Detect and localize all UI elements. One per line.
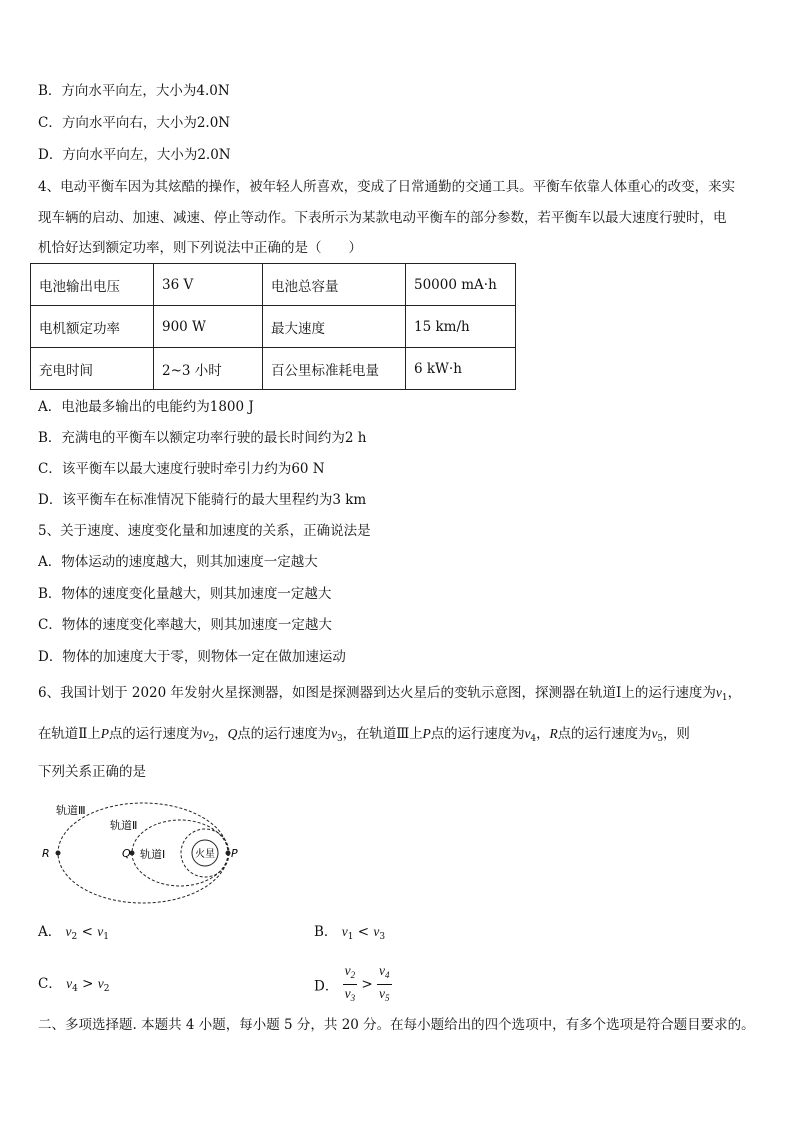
- q6-text: 点的运行速度为: [237, 726, 332, 742]
- point-r-label: R: [42, 847, 50, 860]
- q6-text: 点的运行速度为: [557, 726, 652, 742]
- table-row: [31, 348, 516, 390]
- point-q-label: Q: [122, 847, 131, 860]
- q6-text: 点的运行速度为: [430, 726, 525, 742]
- table-cell: 电池输出电压: [31, 264, 154, 306]
- var-R: R: [549, 726, 558, 741]
- table-cell: 6 kW·h: [406, 348, 516, 390]
- q3-option-b: B．方向水平向左，大小为4.0N: [38, 83, 230, 99]
- table-cell: 最大速度: [263, 306, 406, 348]
- var-P: P: [422, 726, 431, 741]
- orbit-1-label: 轨道Ⅰ: [140, 848, 166, 861]
- q5-option-b: B．物体的速度变化量越大，则其加速度一定越大: [38, 586, 332, 602]
- table-cell: 充电时间: [31, 348, 154, 390]
- q6-text: ，则: [662, 726, 690, 742]
- q5-option-d: D．物体的加速度大于零，则物体一定在做加速运动: [38, 649, 346, 665]
- var-P: P: [100, 726, 109, 741]
- table-row: [31, 264, 516, 306]
- var-v: v: [97, 924, 104, 939]
- q5-option-a: A．物体运动的速度越大，则其加速度一定越大: [38, 554, 318, 570]
- var-v: v: [341, 924, 348, 939]
- q4-stem-line3: 机恰好达到额定功率，则下列说法中正确的是（ ）: [38, 240, 362, 256]
- option-label: C．: [38, 976, 62, 992]
- fraction-v4-v5: $\frac{v_4}{v_5}$: [379, 963, 390, 1003]
- var-v: v: [344, 986, 351, 1001]
- q4-option-c: C．该平衡车以最大速度行驶时牵引力约为60 N: [38, 461, 325, 477]
- point-p-dot: [226, 851, 231, 856]
- var-v: v: [524, 726, 531, 741]
- table-cell: 电机额定功率: [31, 306, 154, 348]
- var-v: v: [651, 726, 658, 741]
- q4-option-b: B．充满电的平衡车以额定功率行驶的最长时间约为2 h: [38, 430, 367, 446]
- point-p-label: P: [231, 847, 238, 860]
- q6-option-d: D． $\frac{v_2}{v_3}$ > $\frac{v_4}{v_5}$: [314, 962, 392, 1007]
- orbit-diagram: [38, 795, 248, 910]
- var-v: v: [66, 976, 73, 991]
- var-v: v: [379, 963, 386, 978]
- q6-option-c: C． $v_4 > v_2$: [38, 976, 110, 994]
- var-v: v: [202, 726, 209, 741]
- mars-label: 火星: [195, 849, 215, 860]
- table-cell: 50000 mA·h: [406, 264, 516, 306]
- table-row: [31, 306, 516, 348]
- q4-option-a: A．电池最多输出的电能约为1800 J: [38, 399, 254, 415]
- q4-stem-line1: 4、电动平衡车因为其炫酷的操作，被年轻人所喜欢，变成了日常通勤的交通工具。平衡车依靠人体重心的改变，来实: [38, 179, 736, 195]
- q3-option-d: D．方向水平向左，大小为2.0N: [38, 147, 231, 163]
- q6-text: ，: [214, 726, 228, 742]
- table-cell: 900 W: [154, 306, 263, 348]
- q6-text: ，: [536, 726, 550, 742]
- option-label: A．: [38, 924, 62, 940]
- table-cell: 电池总容量: [263, 264, 406, 306]
- point-r-dot: [56, 851, 61, 856]
- table-cell: 36 V: [154, 264, 263, 306]
- q5-option-c: C．物体的速度变化率越大，则其加速度一定越大: [38, 617, 332, 633]
- orbit-2-label: 轨道Ⅱ: [110, 819, 138, 832]
- var-v: v: [97, 976, 104, 991]
- q5-stem: 5、关于速度、速度变化量和加速度的关系，正确说法是: [38, 523, 371, 539]
- var-v: v: [331, 726, 337, 741]
- table-cell: 百公里标准耗电量: [263, 348, 406, 390]
- q4-stem-line2: 现车辆的启动、加速、减速、停止等动作。下表所示为某款电动平衡车的部分参数，若平衡车以最大速度行驶时，电: [38, 210, 727, 226]
- var-v: v: [379, 986, 386, 1001]
- q6-stem-line2: 在轨道Ⅱ上P点的运行速度为$v_2$，Q点的运行速度为$v_3$，在轨道Ⅲ上P点的运行速度为$v_4$，R点的运行速度为$v_5$，则: [38, 726, 690, 744]
- table-cell: 2~3 小时: [154, 348, 263, 390]
- var-v: v: [715, 685, 722, 700]
- q4-option-d: D．该平衡车在标准情况下能骑行的最大里程约为3 km: [38, 492, 367, 508]
- option-label: D．: [314, 978, 339, 995]
- q6-text: 6、我国计划于 2020 年发射火星探测器，如图是探测器到达火星后的变轨示意图，探测器在轨道Ⅰ上的运行速度为: [38, 685, 716, 701]
- q3-option-c: C．方向水平向右，大小为2.0N: [38, 115, 231, 131]
- var-Q: Q: [227, 726, 238, 741]
- var-v: v: [344, 963, 351, 978]
- q6-text: 点的运行速度为: [108, 726, 203, 742]
- q6-text: 在轨道Ⅱ上: [38, 726, 101, 742]
- var-v: v: [373, 924, 380, 939]
- q6-option-a: A． $v_2 < v_1$: [38, 924, 109, 942]
- q6-stem-line1: 6、我国计划于 2020 年发射火星探测器，如图是探测器到达火星后的变轨示意图，探测器在轨道Ⅰ上的运行速度为$v_1$，: [38, 685, 742, 703]
- orbit-3-label: 轨道Ⅲ: [56, 804, 86, 817]
- var-v: v: [65, 924, 72, 939]
- option-label: B．: [314, 924, 338, 940]
- fraction-v2-v3: $\frac{v_2}{v_3}$: [344, 963, 356, 1003]
- table-cell: 15 km/h: [406, 306, 516, 348]
- q4-parameter-table: [30, 263, 516, 390]
- section-2-heading: 二、多项选择题. 本题共 4 小题，每小题 5 分，共 20 分。在每小题给出的四个选项中，有多个选项是符合题目要求的。: [38, 1017, 755, 1033]
- q6-option-b: B． $v_1 < v_3$: [314, 924, 386, 942]
- q6-text: ，在轨道Ⅲ上: [342, 726, 423, 742]
- q6-stem-line3: 下列关系正确的是: [38, 764, 146, 780]
